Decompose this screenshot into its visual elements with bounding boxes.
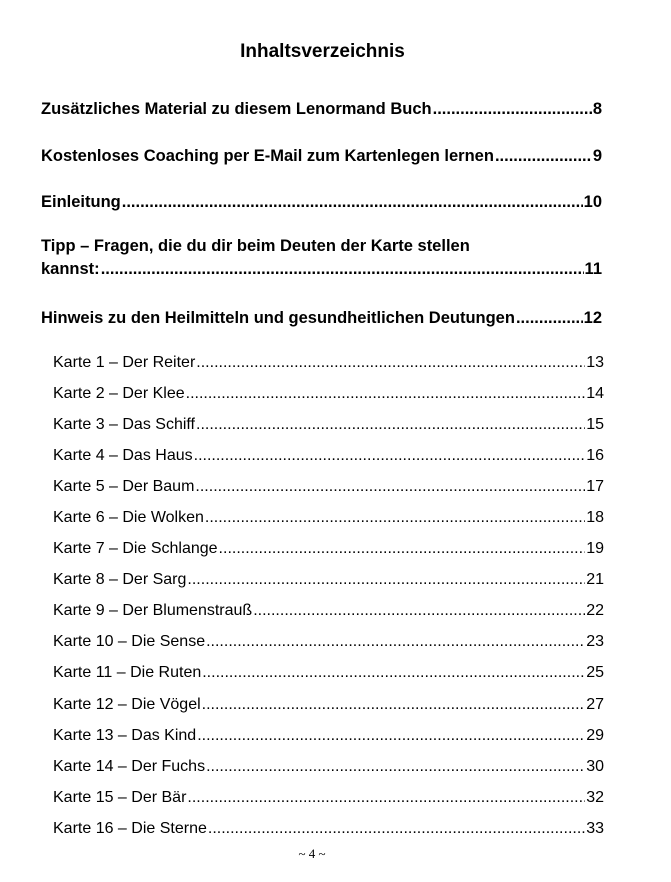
toc-entry-page: 17 [586, 478, 604, 495]
toc-entry-page: 10 [583, 193, 602, 211]
toc-entry-coaching [41, 145, 602, 167]
toc-entry-hinweis [41, 307, 602, 329]
toc-entry-label: Karte 6 – Die Wolken [53, 509, 204, 526]
toc-entry-page: 16 [586, 447, 604, 464]
toc-entry-label: Karte 1 – Der Reiter [53, 354, 196, 371]
toc-entry-page: 12 [583, 309, 602, 327]
dot-leader [186, 383, 586, 405]
toc-card-entry [53, 383, 604, 405]
toc-entry-page: 33 [586, 820, 604, 837]
dot-leader [187, 787, 585, 809]
toc-entry-page: 11 [584, 260, 602, 278]
toc-entry-page: 25 [586, 664, 604, 681]
toc-title: Inhaltsverzeichnis [240, 41, 405, 62]
dot-leader [433, 98, 592, 120]
toc-entry-label: Zusätzliches Material zu diesem Lenormand Buch [41, 100, 432, 118]
dot-leader [253, 600, 585, 622]
toc-entry-label: Karte 2 – Der Klee [53, 385, 185, 402]
toc-entry-einleitung [41, 191, 602, 213]
toc-card-entry [53, 725, 604, 747]
dot-leader [206, 631, 585, 653]
toc-entry-label: Karte 9 – Der Blumenstrauß [53, 602, 253, 619]
toc-entry-tipp [41, 235, 602, 281]
toc-card-entry [53, 414, 604, 436]
toc-card-entry [53, 476, 604, 498]
toc-entry-label: Karte 12 – Die Vögel [53, 696, 201, 713]
toc-entry-label: Einleitung [41, 193, 121, 211]
toc-card-entry [53, 445, 604, 467]
toc-card-entry [53, 538, 604, 560]
toc-entry-page: 22 [586, 602, 604, 619]
toc-entry-label-line1: Tipp – Fragen, die du dir beim Deuten der Karte stellen [41, 237, 470, 255]
toc-entry-page: 15 [586, 416, 604, 433]
dot-leader [122, 191, 583, 213]
toc-entry-label: Karte 16 – Die Sterne [53, 820, 207, 837]
dot-leader [202, 662, 585, 684]
toc-entry-page: 27 [586, 696, 604, 713]
toc-entry-label: Karte 14 – Der Fuchs [53, 758, 206, 775]
dot-leader [205, 507, 585, 529]
dot-leader [194, 445, 586, 467]
dot-leader [495, 145, 592, 167]
toc-entry-label: Karte 13 – Das Kind [53, 727, 197, 744]
toc-entry-label: Hinweis zu den Heilmitteln und gesundheitlichen Deutungen [41, 309, 515, 327]
dot-leader [202, 694, 586, 716]
toc-entry-material [41, 98, 602, 120]
dot-leader [196, 414, 585, 436]
toc-entry-label-line2: kannst: [41, 260, 100, 278]
dot-leader [101, 258, 584, 281]
toc-card-entry [53, 662, 604, 684]
toc-entry-page: 29 [586, 727, 604, 744]
toc-card-entry [53, 631, 604, 653]
toc-entry-page: 19 [586, 540, 604, 557]
toc-entry-page: 32 [586, 789, 604, 806]
toc-entry-page: 8 [592, 100, 602, 118]
dot-leader [195, 476, 585, 498]
toc-entry-page: 9 [592, 147, 602, 165]
dot-leader [208, 818, 585, 840]
toc-entry-label: Karte 10 – Die Sense [53, 633, 206, 650]
toc-card-entry [53, 352, 604, 374]
toc-entry-page: 14 [586, 385, 604, 402]
toc-card-entry [53, 569, 604, 591]
toc-entry-page: 23 [586, 633, 604, 650]
toc-entry-label: Karte 8 – Der Sarg [53, 571, 187, 588]
toc-card-entry [53, 507, 604, 529]
toc-entry-page: 21 [586, 571, 604, 588]
toc-entry-label: Karte 4 – Das Haus [53, 447, 193, 464]
toc-entry-page: 18 [586, 509, 604, 526]
toc-card-entry [53, 818, 604, 840]
dot-leader [206, 756, 585, 778]
toc-entry-label: Karte 5 – Der Baum [53, 478, 195, 495]
toc-entry-page: 13 [586, 354, 604, 371]
page-number-footer: ~ 4 ~ [298, 846, 326, 861]
toc-card-entry [53, 756, 604, 778]
toc-card-entry [53, 600, 604, 622]
toc-entry-label: Karte 3 – Das Schiff [53, 416, 195, 433]
dot-leader [197, 725, 585, 747]
toc-entry-label: Kostenloses Coaching per E-Mail zum Kartenlegen lernen [41, 147, 494, 165]
toc-card-entry [53, 787, 604, 809]
toc-entry-label: Karte 11 – Die Ruten [53, 664, 202, 681]
dot-leader [516, 307, 583, 329]
toc-entry-page: 30 [586, 758, 604, 775]
dot-leader [187, 569, 585, 591]
toc-card-entry [53, 694, 604, 716]
toc-entry-label: Karte 15 – Der Bär [53, 789, 187, 806]
dot-leader [219, 538, 586, 560]
dot-leader [196, 352, 585, 374]
toc-entry-label: Karte 7 – Die Schlange [53, 540, 218, 557]
